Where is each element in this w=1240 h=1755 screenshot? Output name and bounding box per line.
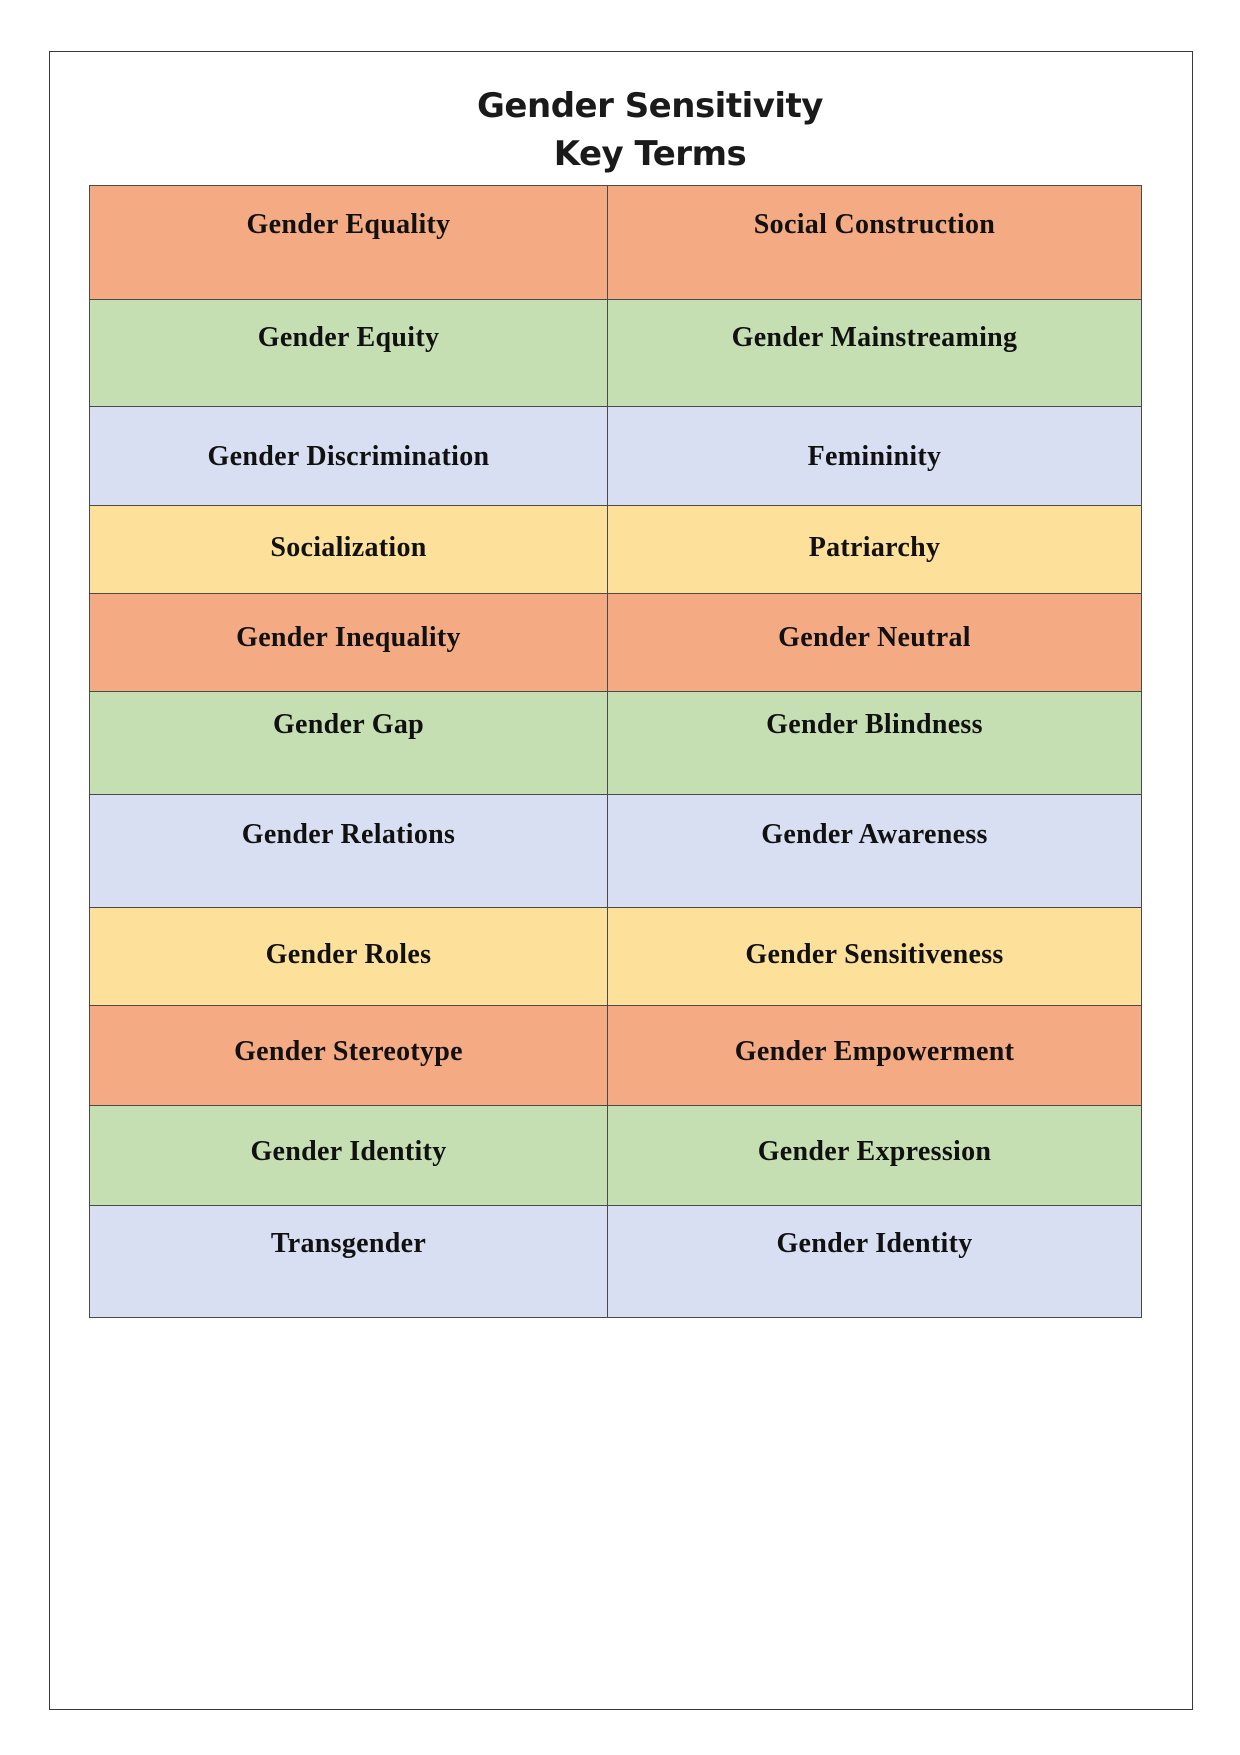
term-label: Social Construction	[753, 209, 996, 240]
term-label: Gender Identity	[250, 1136, 447, 1167]
term-cell-left	[90, 1006, 608, 1106]
term-label: Femininity	[807, 441, 942, 472]
term-cell-right	[608, 1006, 1142, 1106]
term-cell-left	[90, 1206, 608, 1318]
term-cell-right	[608, 1106, 1142, 1206]
term-label: Gender Mainstreaming	[731, 322, 1018, 353]
term-cell-right	[608, 407, 1142, 506]
key-terms-table	[89, 185, 1142, 1318]
table-row	[90, 1106, 1142, 1206]
term-label: Patriarchy	[808, 532, 941, 563]
term-label: Gender Blindness	[766, 709, 983, 740]
title-line-2: Key Terms	[553, 134, 747, 174]
title-line-1: Gender Sensitivity	[477, 86, 823, 126]
term-cell-right	[608, 594, 1142, 692]
table-row	[90, 594, 1142, 692]
term-label: Gender Equality	[246, 209, 451, 240]
term-label: Gender Expression	[757, 1136, 992, 1167]
term-label: Gender Equity	[257, 322, 440, 353]
term-cell-right	[608, 692, 1142, 795]
term-label: Gender Identity	[776, 1228, 973, 1259]
term-cell-left	[90, 300, 608, 407]
term-label: Transgender	[270, 1228, 427, 1259]
table-row	[90, 1006, 1142, 1106]
table-row	[90, 506, 1142, 594]
table-row	[90, 795, 1142, 908]
term-label: Gender Discrimination	[207, 441, 490, 472]
table-row	[90, 300, 1142, 407]
term-cell-left	[90, 692, 608, 795]
term-cell-right	[608, 506, 1142, 594]
term-cell-left	[90, 908, 608, 1006]
term-cell-left	[90, 795, 608, 908]
term-cell-right	[608, 186, 1142, 300]
term-cell-left	[90, 407, 608, 506]
table-row	[90, 407, 1142, 506]
term-cell-left	[90, 506, 608, 594]
term-cell-left	[90, 1106, 608, 1206]
term-label: Gender Gap	[272, 709, 425, 740]
term-cell-right	[608, 795, 1142, 908]
page-title	[0, 82, 1240, 178]
term-cell-right	[608, 1206, 1142, 1318]
term-cell-left	[90, 186, 608, 300]
term-label: Gender Inequality	[236, 622, 461, 653]
table-row	[90, 908, 1142, 1006]
term-label: Socialization	[270, 532, 427, 563]
term-label: Gender Relations	[241, 819, 456, 850]
term-label: Gender Stereotype	[234, 1036, 463, 1067]
term-label: Gender Neutral	[778, 622, 971, 653]
term-label: Gender Sensitiveness	[745, 939, 1004, 970]
term-label: Gender Roles	[265, 939, 432, 970]
term-cell-right	[608, 908, 1142, 1006]
term-label: Gender Empowerment	[734, 1036, 1015, 1067]
table-row	[90, 692, 1142, 795]
table-row	[90, 1206, 1142, 1318]
term-cell-right	[608, 300, 1142, 407]
table-row	[90, 186, 1142, 300]
term-cell-left	[90, 594, 608, 692]
term-label: Gender Awareness	[761, 819, 988, 850]
